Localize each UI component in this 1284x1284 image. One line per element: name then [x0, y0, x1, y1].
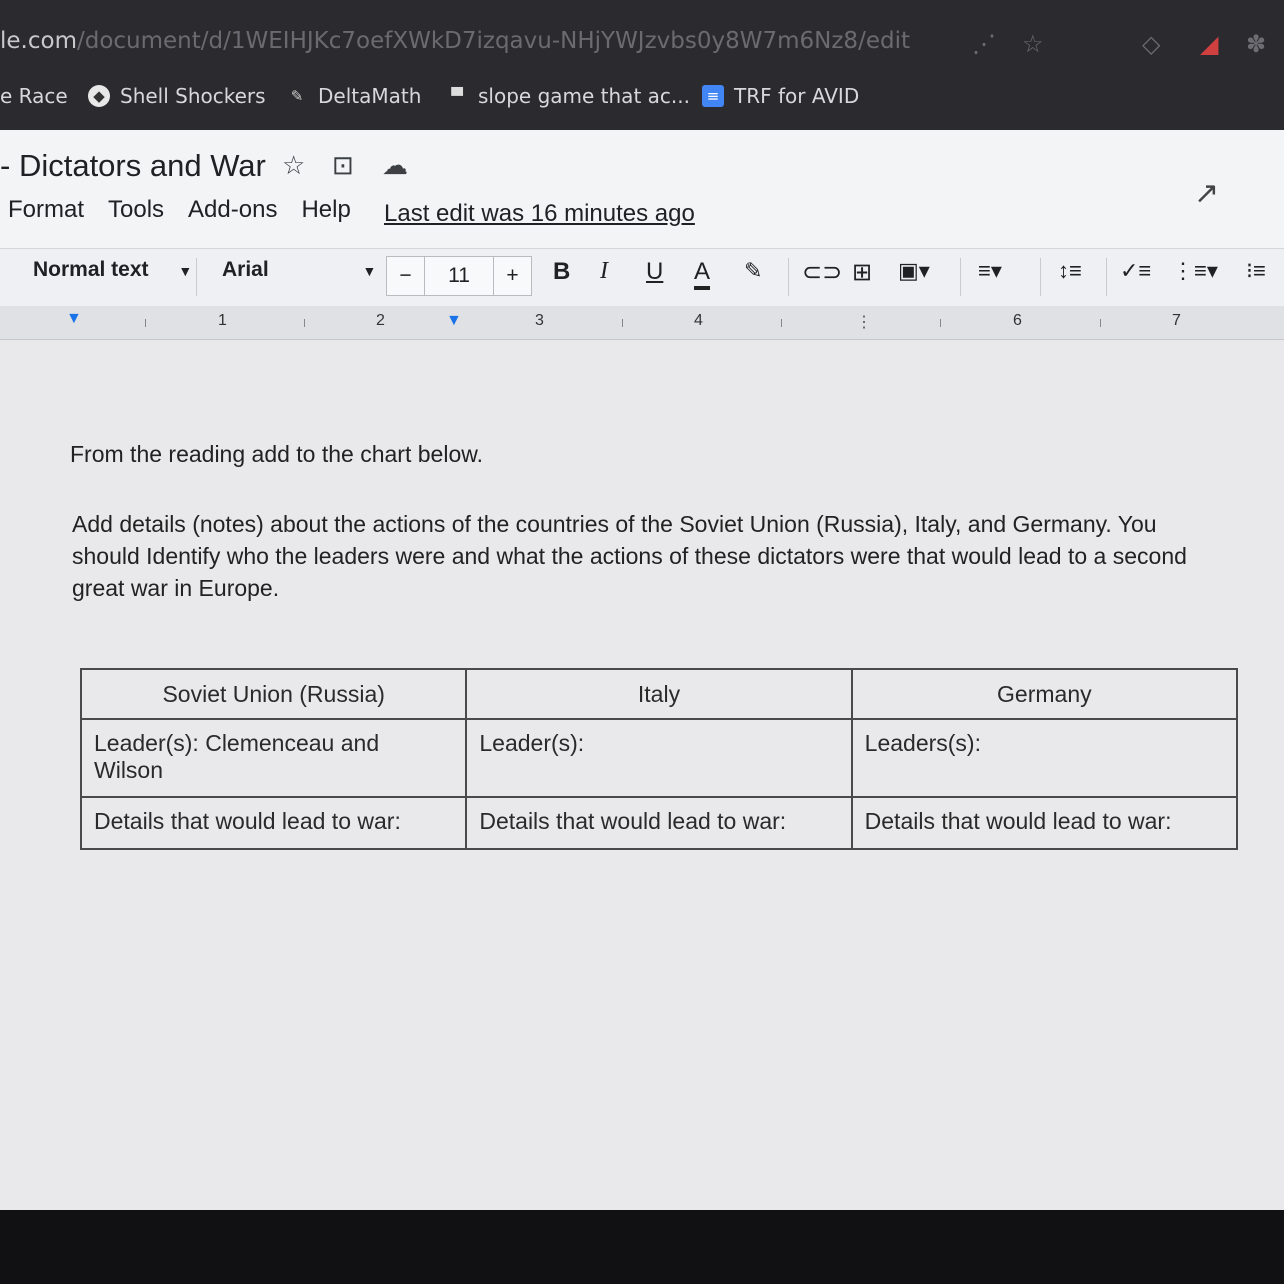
game-icon: ▀: [451, 87, 463, 105]
details-cell-germany[interactable]: Details that would lead to war:: [852, 797, 1237, 849]
header-soviet-union[interactable]: Soviet Union (Russia): [81, 669, 466, 719]
star-icon[interactable]: ☆: [282, 150, 306, 180]
delta-icon: ✎: [290, 87, 304, 105]
highlight-color-icon[interactable]: ✎: [744, 258, 763, 283]
move-to-folder-icon[interactable]: ⊡: [332, 150, 354, 180]
ruler-number: 6: [1013, 312, 1022, 329]
line-spacing-icon[interactable]: ↕≡: [1058, 258, 1082, 283]
ruler-tick: [781, 319, 782, 327]
text-color-button[interactable]: A: [694, 258, 710, 290]
toolbar-divider: [960, 258, 961, 296]
paragraph-style-select[interactable]: Normal text ▼: [33, 258, 193, 281]
font-size-control: [386, 256, 532, 296]
increase-font-size-button[interactable]: +: [493, 257, 531, 295]
activity-trend-icon[interactable]: ↗: [1194, 177, 1220, 210]
menu-tools[interactable]: Tools: [108, 196, 165, 223]
dictators-chart-table: [80, 668, 1238, 850]
leader-cell-italy[interactable]: Leader(s):: [466, 719, 851, 797]
last-edit-link[interactable]: Last edit was 16 minutes ago: [384, 200, 695, 227]
table-row: [81, 797, 1237, 849]
font-size-input[interactable]: 11: [448, 264, 470, 287]
toolbar-divider: [196, 258, 197, 296]
details-cell-soviet[interactable]: Details that would lead to war:: [81, 797, 466, 849]
menu-add-ons[interactable]: Add-ons: [188, 196, 278, 223]
egg-icon: ◆: [88, 85, 110, 107]
chevron-down-icon: ▼: [178, 263, 193, 279]
formatting-toolbar: [0, 248, 1284, 306]
toolbar-divider: [1106, 258, 1107, 296]
add-comment-icon[interactable]: ⊞: [852, 259, 873, 286]
right-margin-marker-icon[interactable]: ⋮: [856, 314, 872, 331]
menu-format[interactable]: Format: [8, 196, 85, 223]
header-italy[interactable]: Italy: [466, 669, 851, 719]
bookmark-star-icon[interactable]: ☆: [1022, 31, 1044, 58]
menu-help[interactable]: Help: [301, 196, 351, 223]
bookmark-slope-game[interactable]: ▀ slope game that ac...: [446, 84, 690, 108]
underline-button[interactable]: U: [646, 258, 664, 285]
ruler-tick: [622, 319, 623, 327]
ruler-number: 3: [535, 312, 544, 329]
insert-link-icon[interactable]: ⊂⊃: [802, 259, 843, 286]
insert-image-icon[interactable]: ▣▾: [898, 258, 930, 283]
bookmark-trf-avid[interactable]: ≡ TRF for AVID: [702, 84, 859, 108]
ruler-tick: [940, 319, 941, 327]
toolbar-divider: [1040, 258, 1041, 296]
ruler-number: 4: [694, 312, 703, 329]
bold-button[interactable]: B: [553, 258, 571, 285]
ruler-tick: [145, 319, 146, 327]
table-header-row: [81, 669, 1237, 719]
leader-cell-soviet[interactable]: Leader(s): Clemenceau and Wilson: [81, 719, 466, 797]
ruler[interactable]: [0, 306, 1284, 340]
docs-icon: ≡: [702, 85, 724, 107]
toolbar-divider: [788, 258, 789, 296]
ruler-number: 1: [218, 312, 227, 329]
screen-bezel: [0, 1210, 1284, 1284]
chevron-down-icon: ▼: [362, 263, 377, 279]
ruler-number: 7: [1172, 312, 1181, 329]
bookmark-shell-shockers[interactable]: ◆ Shell Shockers: [88, 84, 266, 108]
checklist-icon[interactable]: ✓≡: [1120, 258, 1152, 283]
align-left-icon[interactable]: ≡▾: [978, 258, 1002, 283]
bookmark-deltamath[interactable]: ✎ DeltaMath: [286, 84, 421, 108]
decrease-font-size-button[interactable]: −: [387, 257, 425, 295]
bookmark-race[interactable]: e Race: [0, 84, 68, 108]
numbered-list-icon[interactable]: ⁝≡: [1246, 258, 1266, 283]
menu-bar: [8, 196, 351, 224]
bulleted-list-icon[interactable]: ⋮≡▾: [1172, 258, 1218, 283]
left-indent-marker-icon[interactable]: ▼: [66, 310, 82, 327]
ruler-number: 2: [376, 312, 385, 329]
instruction-paragraph: Add details (notes) about the actions of the countries of the Soviet Union (Russia), Italy, and Germany. You should Identify who the leaders were and what the actions of these dictators were that would lead to a second great war in Europe.: [72, 511, 1187, 601]
shield-extension-icon[interactable]: ◇: [1142, 31, 1161, 58]
document-title[interactable]: - Dictators and War: [0, 148, 266, 183]
ruler-tick: [304, 319, 305, 327]
ruler-tick: [1100, 319, 1101, 327]
leader-cell-germany[interactable]: Leaders(s):: [852, 719, 1237, 797]
puzzle-extension-icon[interactable]: ✽: [1246, 31, 1267, 58]
cloud-status-icon: ☁: [382, 150, 408, 180]
extension-icon[interactable]: ◢: [1200, 31, 1219, 58]
share-icon[interactable]: ⋰: [972, 31, 996, 58]
url-text[interactable]: le.com/document/d/1WEIHJKc7oefXWkD7izqavu-NHjYWJzvbs0y8W7m6Nz8/edit: [0, 28, 910, 54]
tab-stop-marker-icon[interactable]: ▼: [446, 312, 462, 329]
table-row: [81, 719, 1237, 797]
instruction-line: From the reading add to the chart below.: [70, 441, 483, 467]
font-family-select[interactable]: Arial ▼: [222, 258, 377, 281]
details-cell-italy[interactable]: Details that would lead to war:: [466, 797, 851, 849]
italic-button[interactable]: I: [600, 258, 608, 284]
header-germany[interactable]: Germany: [852, 669, 1237, 719]
